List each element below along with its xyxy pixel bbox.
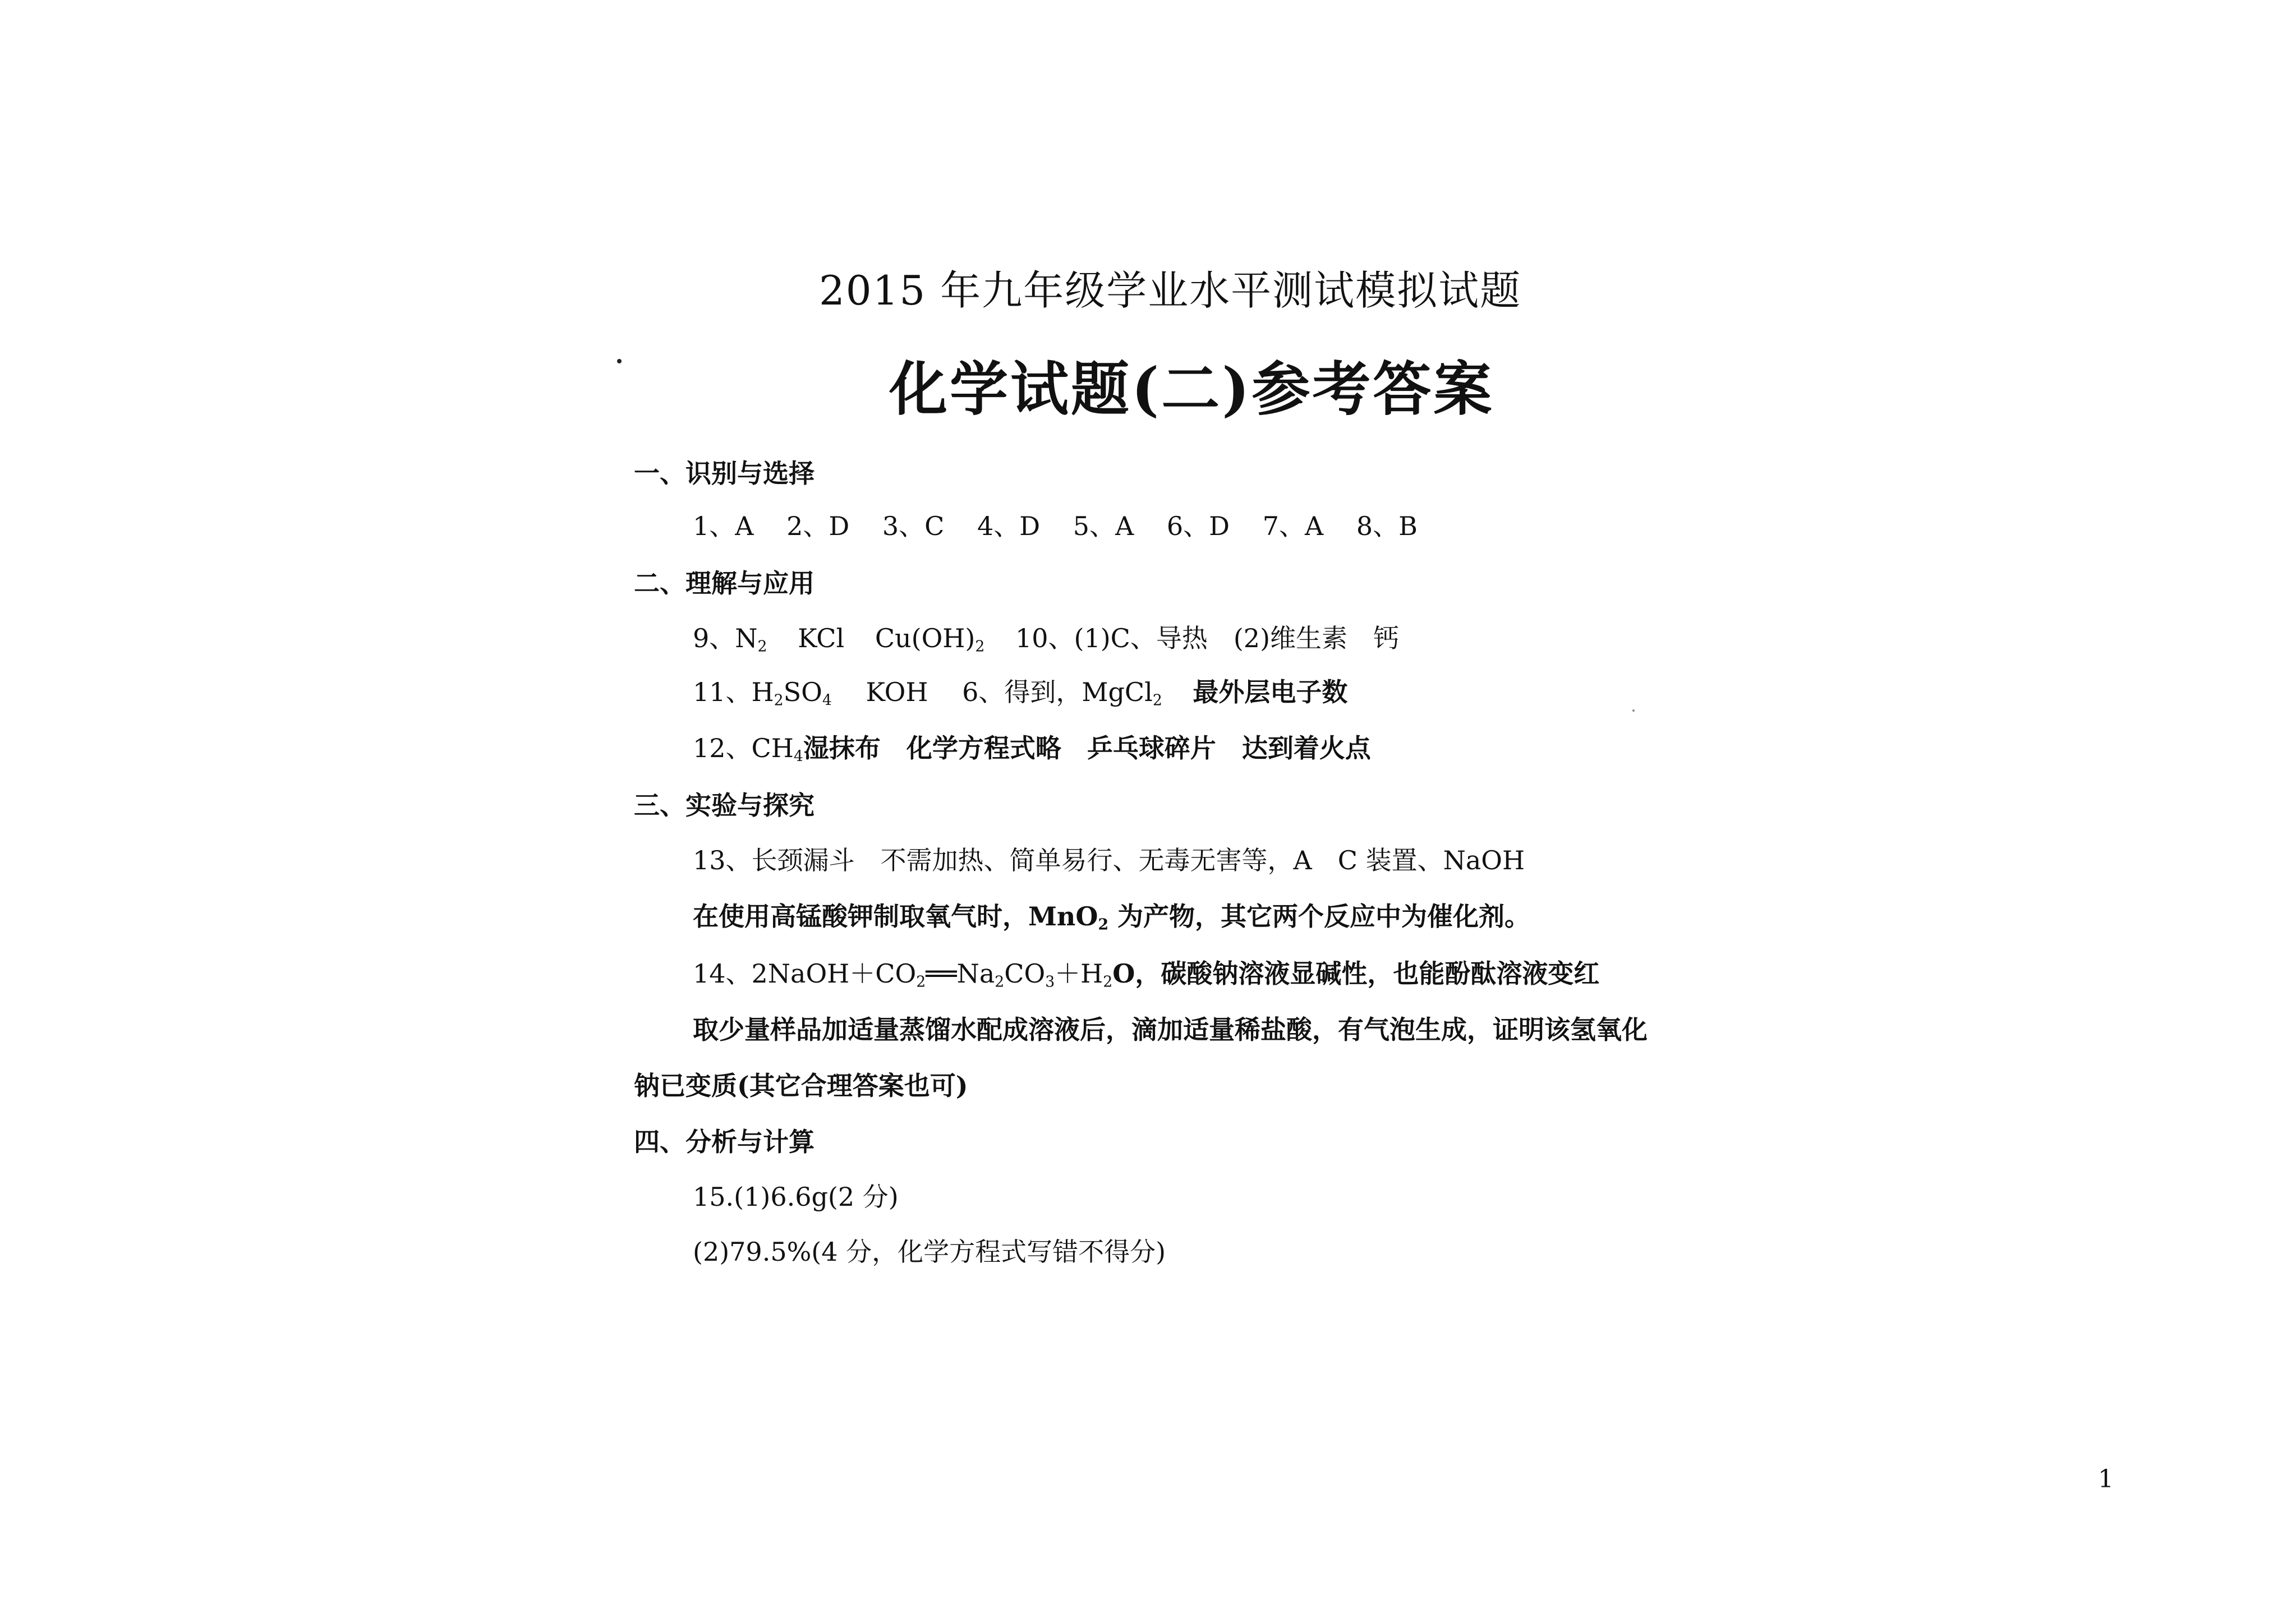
answer-6: 6、D	[1166, 511, 1230, 541]
section-heading-2: 二、理解与应用	[634, 568, 815, 598]
answer-8: 8、B	[1356, 511, 1418, 541]
exam-header: 2015 年九年级学业水平测试模拟试题	[819, 267, 1522, 314]
answer-15-1: 15.(1)6.6g(2 分)	[693, 1182, 899, 1212]
section-heading-4: 四、分析与计算	[634, 1127, 815, 1157]
answer-13: 13、长颈漏斗 不需加热、简单易行、无毒无害等，A C 装置、NaOH	[693, 845, 1525, 875]
page-title: 化学试题(二)参考答案	[889, 354, 1494, 423]
answer-7: 7、A	[1262, 511, 1324, 541]
answers-1-8	[693, 506, 1418, 543]
answer-9-10: 9、$N_2$ KCl $Cu(OH)_2$ 10、(1)C、导热 (2)维生素 钙	[693, 623, 1400, 656]
answer-5: 5、A	[1073, 511, 1134, 541]
section-heading-1: 一、识别与选择	[634, 458, 815, 488]
answer-12: 12、$CH_4$湿抹布 化学方程式略 乒乓球碎片 达到着火点	[693, 733, 1371, 766]
page-number: 1	[2098, 1465, 2114, 1493]
answer-13-note: 在使用高锰酸钾制取氧气时，MnO$_2$ 为产物，其它两个反应中为催化剂。	[693, 901, 1531, 934]
answer-4: 4、D	[977, 511, 1041, 541]
answer-1: 1、A	[693, 511, 754, 541]
answer-3: 3、C	[882, 511, 945, 541]
answer-14-method-cont: 钠已变质(其它合理答案也可)	[634, 1071, 968, 1101]
answer-15-2: (2)79.5%(4 分，化学方程式写错不得分)	[693, 1237, 1166, 1267]
answer-2: 2、D	[786, 511, 850, 541]
section-heading-3: 三、实验与探究	[634, 790, 815, 820]
answer-14-method: 取少量样品加适量蒸馏水配成溶液后，滴加适量稀盐酸，有气泡生成，证明该氢氧化	[693, 1015, 1648, 1045]
answer-14: 14、$2NaOH+CO_2══Na_2CO_3+H_2O$，碳酸钠溶液显碱性，也能酚酞溶液变红	[693, 958, 1600, 991]
answer-11: 11、$H_2SO_4$ KOH 6、得到，MgCl$_2$ 最外层电子数	[693, 677, 1348, 709]
